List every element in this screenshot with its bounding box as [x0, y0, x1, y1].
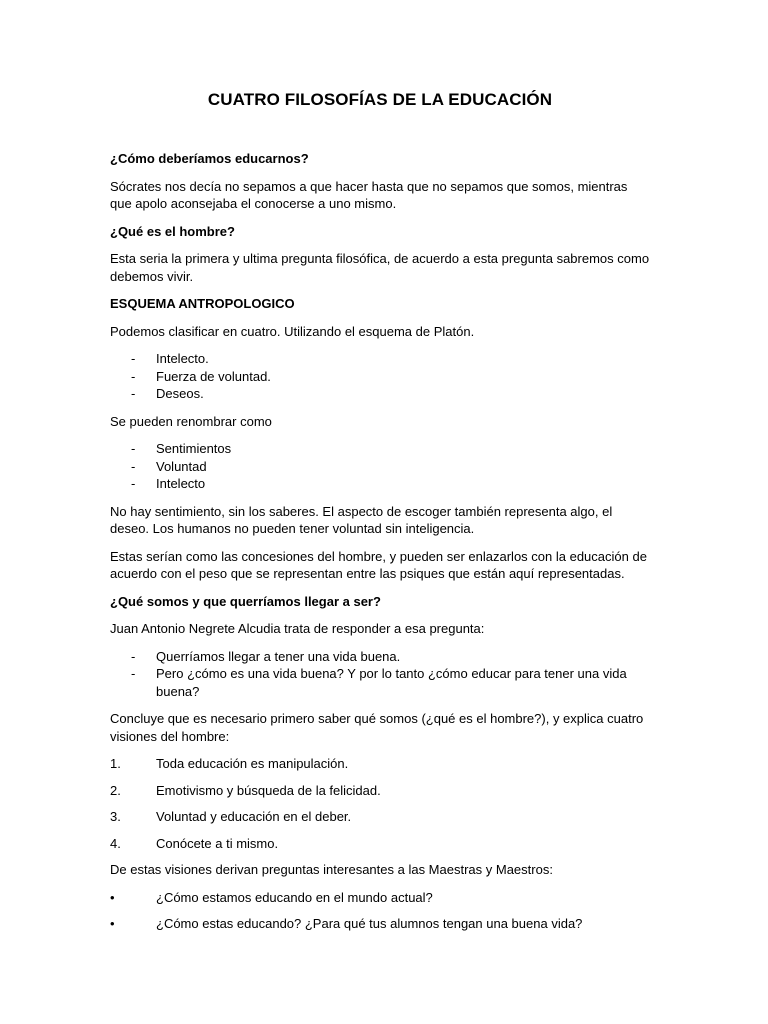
list-item [110, 368, 650, 386]
section-heading: ESQUEMA ANTROPOLOGICO [110, 296, 295, 311]
list-item [110, 475, 650, 493]
list-item-text: Pero ¿cómo es una vida buena? Y por lo tanto ¿cómo educar para tener una vida buena? [156, 666, 627, 699]
question-heading: ¿Qué somos y que querríamos llegar a ser? [110, 593, 381, 609]
paragraph: Podemos clasificar en cuatro. Utilizando el esquema de Platón. [110, 323, 475, 339]
dash-marker: - [131, 476, 136, 491]
numbered-item [110, 782, 650, 800]
numbered-item [110, 755, 650, 773]
numbered-item-text: Conócete a ti mismo. [156, 835, 279, 851]
list-item-text: Deseos. [156, 386, 204, 401]
list-item-text: Intelecto. [156, 351, 209, 366]
list-item-text: Fuerza de voluntad. [156, 368, 271, 384]
paragraph: Juan Antonio Negrete Alcudia trata de responder a esa pregunta: [110, 621, 485, 636]
number-marker: 1. [110, 756, 121, 771]
paragraph: De estas visiones derivan preguntas interesantes a las Maestras y Maestros: [110, 862, 553, 877]
bullet-item-text: ¿Cómo estas educando? ¿Para qué tus alumnos tengan una buena vida? [156, 916, 583, 931]
bullet-item [110, 889, 650, 907]
number-marker: 3. [110, 809, 121, 824]
dash-marker: - [131, 386, 136, 401]
paragraph: Concluye que es necesario primero saber qué somos (¿qué es el hombre?), y explica cuatro visiones del hombre: [110, 711, 644, 744]
dash-list [110, 440, 650, 493]
numbered-item [110, 835, 650, 853]
question-heading: ¿Cómo deberíamos educarnos? [110, 151, 309, 166]
list-item [110, 440, 650, 458]
list-item-text: Sentimientos [156, 441, 232, 456]
document-title: CUATRO FILOSOFÍAS DE LA EDUCACIÓN [207, 90, 553, 109]
paragraph: Estas serían como las concesiones del hombre, y pueden ser enlazarlos con la educación de acuerdo con el peso que se representan entre las psiques que están aquí representadas. [110, 548, 647, 581]
paragraph: Esta seria la primera y ultima pregunta filosófica, de acuerdo a esta pregunta sabremos como debemos vivir. [110, 251, 650, 284]
dash-marker: - [131, 458, 136, 474]
dash-marker: - [131, 648, 136, 664]
dash-marker: - [131, 441, 136, 456]
numbered-item [110, 808, 650, 826]
list-item [110, 665, 650, 700]
number-marker: 4. [110, 835, 121, 851]
list-item-text: Intelecto [156, 476, 206, 491]
dash-list [110, 648, 650, 701]
bullet-item [110, 915, 650, 933]
numbered-item-text: Voluntad y educación en el deber. [156, 809, 352, 824]
list-item [110, 648, 650, 666]
dash-marker: - [131, 666, 136, 681]
number-marker: 2. [110, 782, 121, 798]
dash-marker: - [131, 351, 136, 366]
dash-marker: - [131, 368, 136, 384]
list-item [110, 385, 650, 403]
question-heading: ¿Qué es el hombre? [110, 223, 235, 239]
document-page [110, 88, 650, 942]
numbered-list [110, 755, 650, 852]
bullet-marker: • [110, 889, 115, 905]
list-item [110, 350, 650, 368]
bullet-marker: • [110, 916, 115, 931]
list-item-text: Querríamos llegar a tener una vida buena. [156, 648, 401, 664]
bullet-list [110, 889, 650, 933]
bullet-item-text: ¿Cómo estamos educando en el mundo actual? [156, 889, 433, 905]
paragraph: Se pueden renombrar como [110, 413, 272, 429]
numbered-item-text: Emotivismo y búsqueda de la felicidad. [156, 782, 381, 798]
list-item [110, 458, 650, 476]
paragraph: Sócrates nos decía no sepamos a que hacer hasta que no sepamos que somos, mientras que apolo aconsejaba el conocerse a uno mismo. [110, 178, 628, 211]
numbered-item-text: Toda educación es manipulación. [156, 756, 349, 771]
dash-list [110, 350, 650, 403]
paragraph: No hay sentimiento, sin los saberes. El aspecto de escoger también representa algo, el deseo. Los humanos no pueden tener voluntad sin inteligencia. [110, 503, 613, 536]
list-item-text: Voluntad [156, 458, 207, 474]
